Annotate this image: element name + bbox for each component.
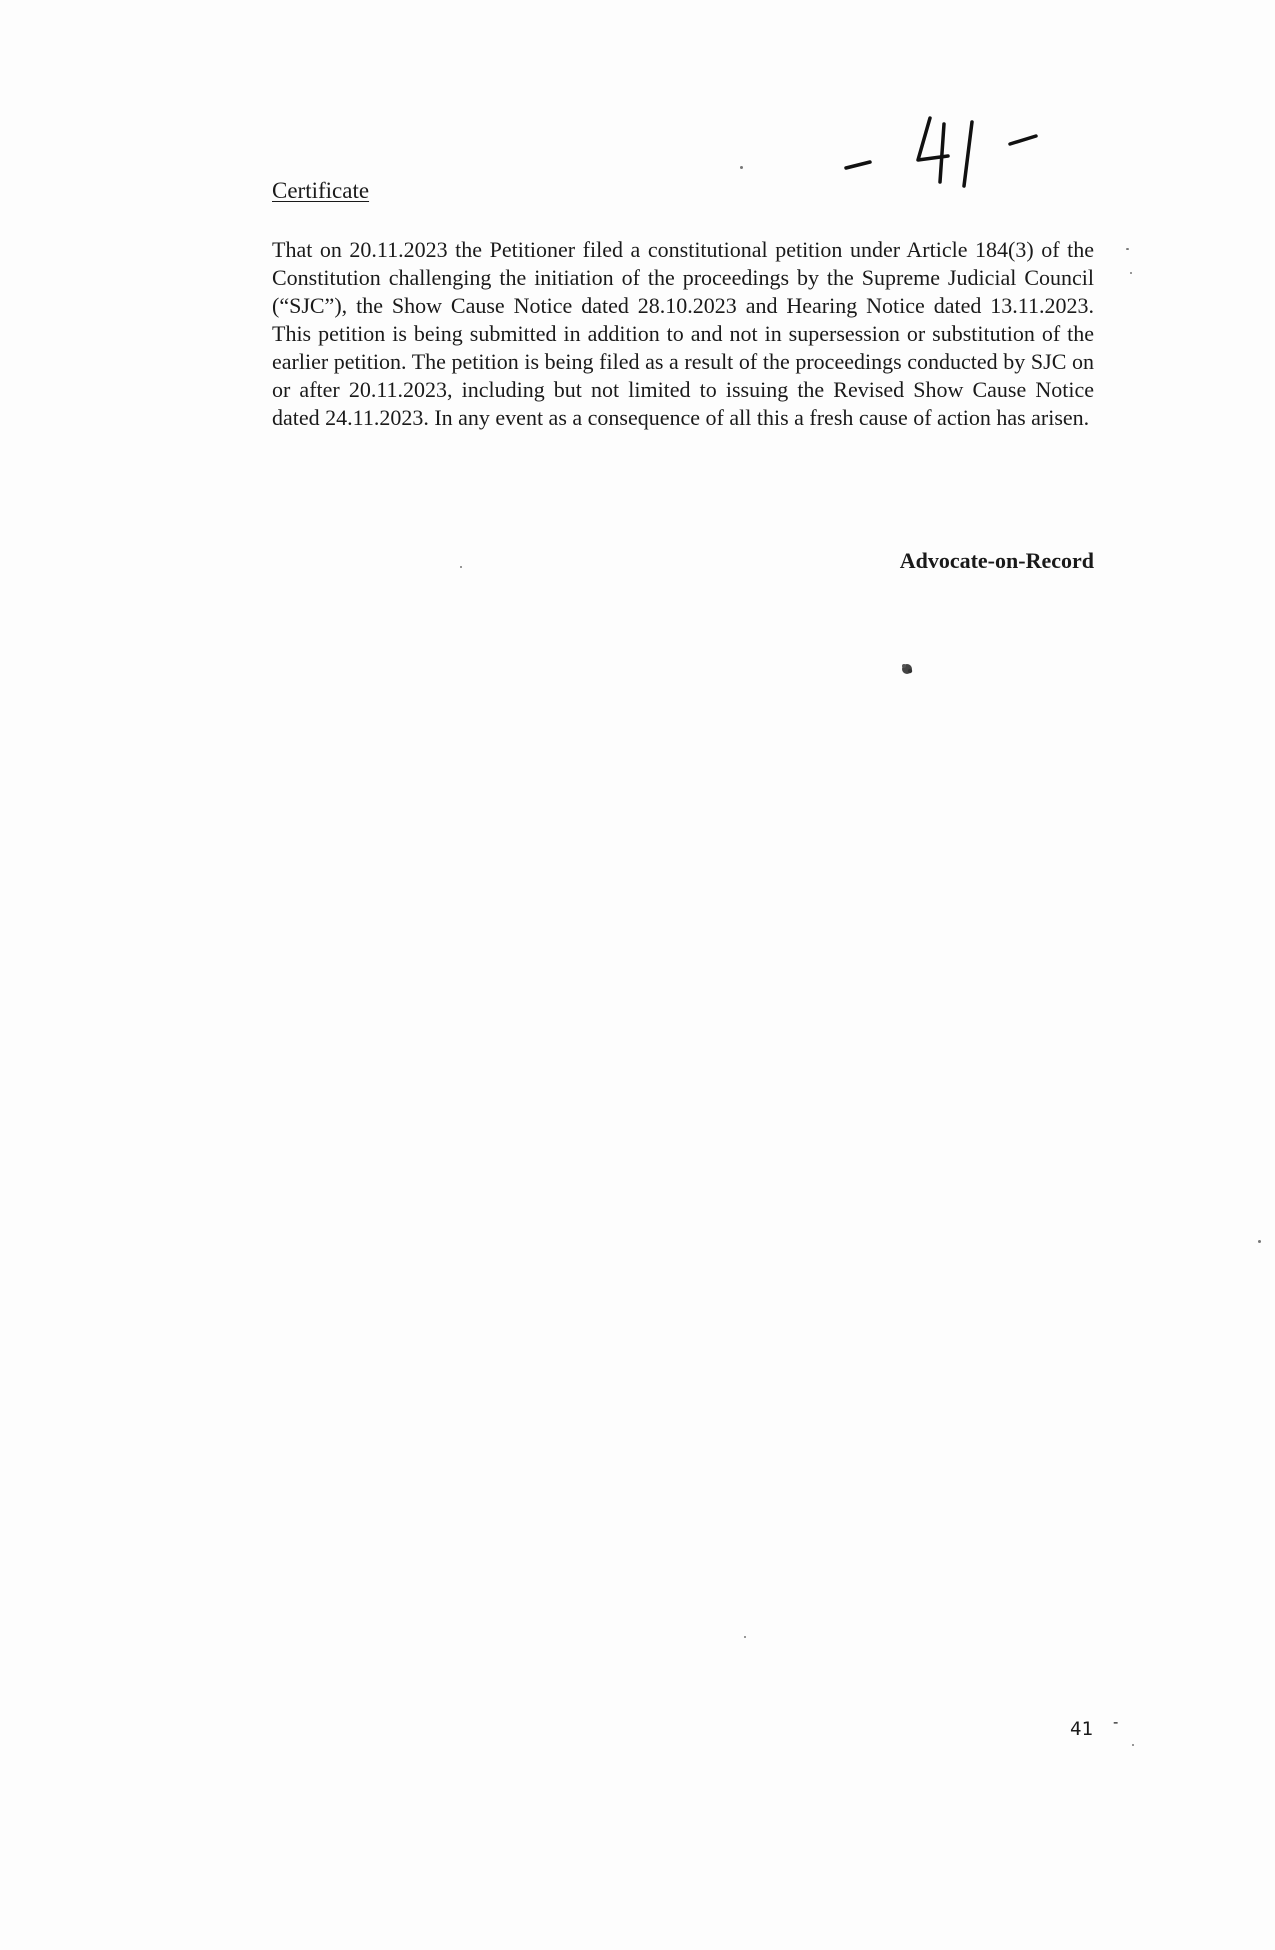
certificate-heading: Certificate — [272, 178, 370, 203]
page-number-mark: - — [1113, 1714, 1119, 1731]
page-number: 41 — [1070, 1718, 1093, 1740]
scan-speck — [744, 1636, 746, 1638]
scan-speck — [1130, 272, 1132, 274]
ink-smudge — [898, 660, 916, 678]
scan-speck — [460, 566, 462, 568]
handwritten-page-marker — [840, 110, 1080, 200]
certificate-body: That on 20.11.2023 the Petitioner filed a constitutional petition under Article 184(3) of the Constitution challenging the initiation of the proceedings by the Supreme Judicial Council (“SJC”), the Show Cause Notice dated 28.10.2023 and Hearing Notice dated 13.11.2023. This petition is being submitted in addition to and not in supersession or substitution of the earlier petition. The petition is being filed as a result of the proceedings conducted by SJC on or after 20.11.2023, including but not limited to issuing the Revised Show Cause Notice dated 24.11.2023. In any event as a consequence of all this a fresh cause of action has arisen. — [272, 237, 1094, 430]
scan-speck — [1132, 1744, 1134, 1746]
scan-speck — [1258, 1240, 1261, 1243]
scan-speck — [740, 166, 743, 169]
signature-label: Advocate-on-Record — [899, 548, 1094, 573]
scan-speck — [1126, 248, 1129, 250]
